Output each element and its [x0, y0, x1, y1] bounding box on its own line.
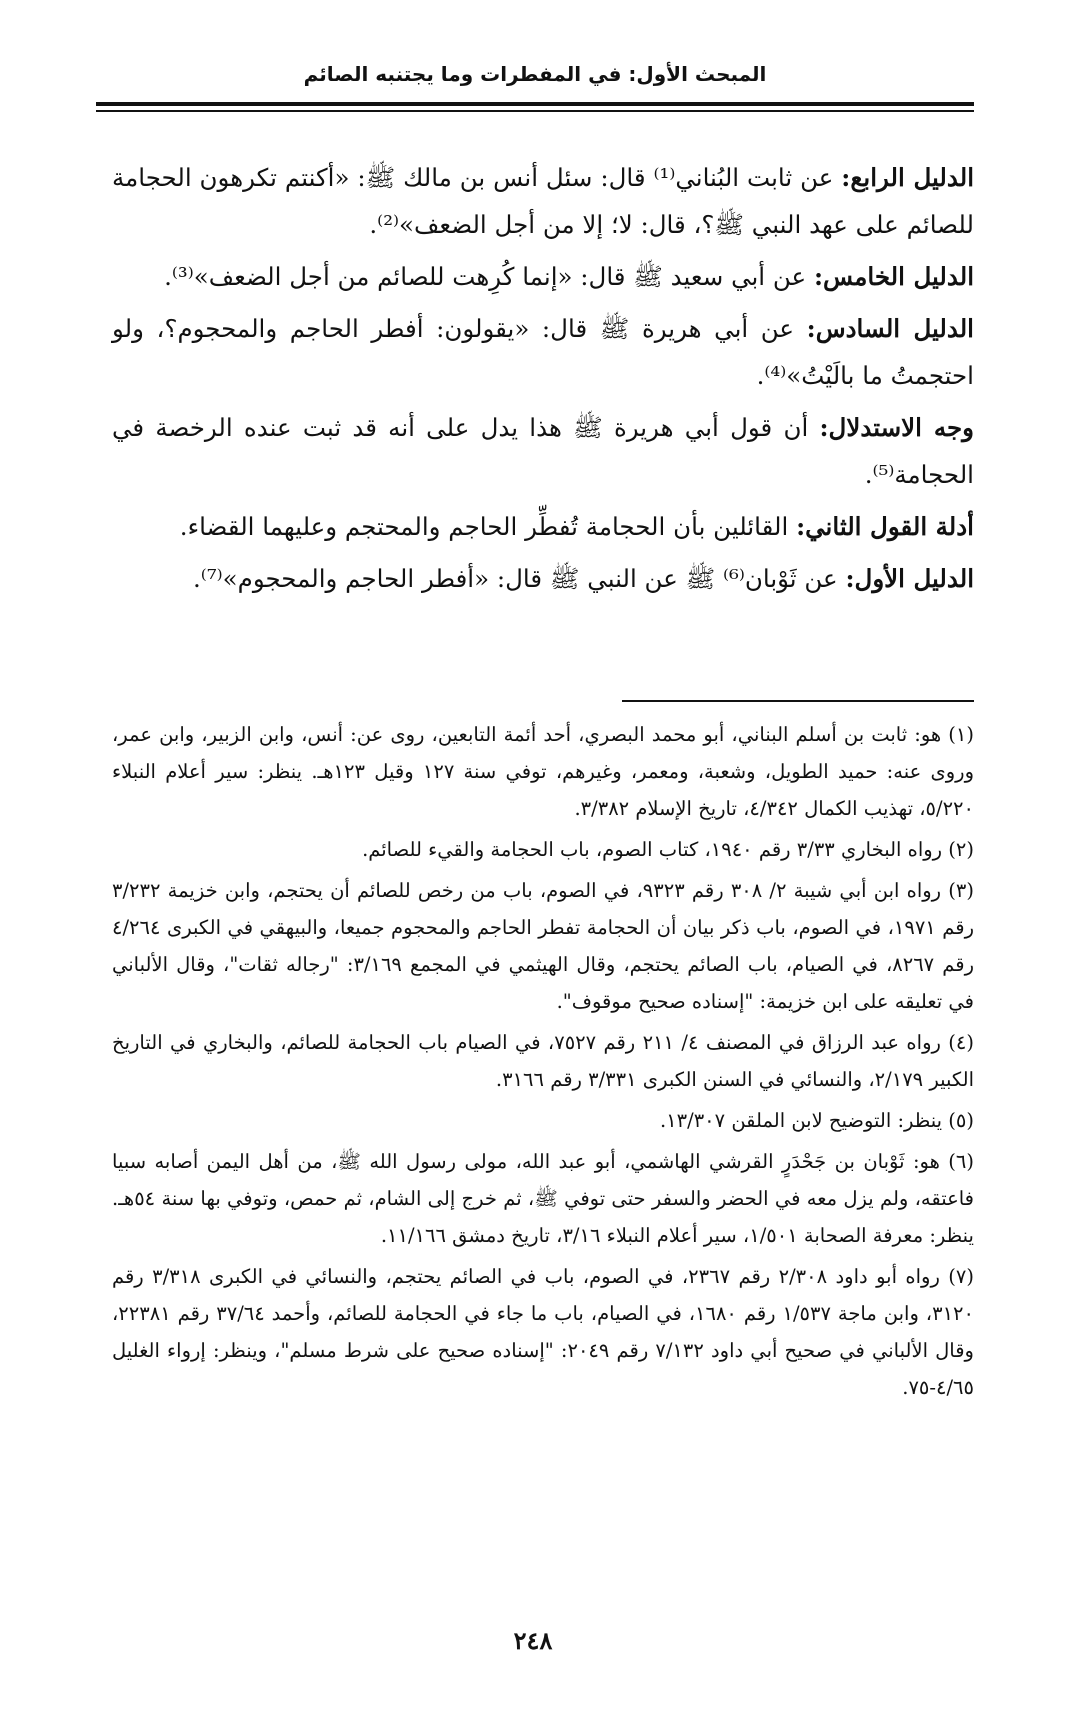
main-text: [112, 154, 974, 607]
paragraph-evidence-6: [112, 305, 974, 399]
footnote-6: (٦) هو: ثَوْبان بن جَحْدَرٍ القرشي الهاشمي، أبو عبد الله، مولى رسول الله ﷺ، من أهل اليمن أصابه سبيا فاعتقه، ولم يزل معه في الحضر والسفر حتى توفي ﷺ، ثم خرج إلى الشام، ثم حمص، وتوفي بها سنة ٥٤هـ. ينظر: معرفة الصحابة ١/٥٠١، سير أعلام النبلاء ٣/١٦، تاريخ دمشق ١١/١٦٦.: [112, 1150, 974, 1247]
paragraph-term: الدليل الخامس:: [813, 262, 974, 291]
paragraph-term: الدليل الأول:: [845, 564, 974, 593]
paragraph-text: عن أبي سعيد ﷺ قال: «إنما كُرِهت للصائم من أجل الضعف»⁽³⁾.: [164, 262, 814, 291]
paragraph-text: أن قول أبي هريرة ﷺ هذا يدل على أنه قد ثبت عنده الرخصة في الحجامة⁽⁵⁾.: [112, 413, 974, 489]
paragraph-term: الدليل السادس:: [806, 314, 974, 343]
paragraph-term: وجه الاستدلال:: [819, 413, 974, 442]
paragraph-text: عن أبي هريرة ﷺ قال: «يقولون: أفطر الحاجم والمحجوم؟، ولو احتجمتُ ما بالَيْتُ»⁽⁴⁾.: [112, 314, 974, 390]
footnotes: [112, 716, 974, 1410]
paragraph-evidence-4: [112, 154, 974, 248]
paragraph-text: القائلين بأن الحجامة تُفطِّر الحاجم والمحتجم وعليهما القضاء.: [179, 512, 797, 541]
paragraph-text: عن ثَوْبان⁽⁶⁾ ﷺ عن النبي ﷺ قال: «أفطر الحاجم والمحجوم»⁽⁷⁾.: [193, 564, 846, 593]
footnote-5: (٥) ينظر: التوضيح لابن الملقن ١٣/٣٠٧.: [659, 1109, 974, 1132]
paragraph-term: الدليل الرابع:: [841, 163, 975, 192]
footnote-4: (٤) رواه عبد الرزاق في المصنف ٤/ ٢١١ رقم ٧٥٢٧، في الصيام باب الحجامة للصائم، والبخاري في التاريخ الكبير ٢/١٧٩، والنسائي في السنن الكبرى ٣/٣٣١ رقم ٣١٦٦.: [112, 1031, 974, 1091]
footnote-7: (٧) رواه أبو داود ٢/٣٠٨ رقم ٢٣٦٧، في الصوم، باب في الصائم يحتجم، والنسائي في الكبرى ٣/٣١٨ رقم ٣١٢٠، وابن ماجة ١/٥٣٧ رقم ١٦٨٠، في الصيام، باب ما جاء في الحجامة للصائم، وأحمد ٣٧/٦٤ رقم ٢٢٣٨١، وقال الألباني في صحيح أبي داود ٧/١٣٢ رقم ٢٠٤٩: "إسناده صحيح على شرط مسلم"، وينظر: إرواء الغليل ٤/٦٥-٧٥.: [112, 1265, 974, 1399]
paragraph-inference: [112, 404, 974, 498]
paragraph-text: عن ثابت البُناني⁽¹⁾ قال: سئل أنس بن مالك ﷺ: «أكنتم تكرهون الحجامة للصائم على عهد النبي ﷺ؟، قال: لا؛ إلا من أجل الضعف»⁽²⁾.: [112, 163, 974, 239]
paragraph-evidence-5: [112, 253, 974, 300]
header-rule-thin: [96, 110, 974, 112]
paragraph-term: أدلة القول الثاني:: [796, 512, 974, 541]
paragraph-evidence-1: [112, 555, 974, 602]
footnote-3: (٣) رواه ابن أبي شيبة ٢/ ٣٠٨ رقم ٩٣٢٣، في الصوم، باب من رخص للصائم أن يحتجم، وابن خزيمة ٣/٢٣٢ رقم ١٩٧١، في الصوم، باب ذكر بيان أن الحجامة تفطر الحاجم والمحجوم جميعا، والبيهقي في الكبرى ٤/٢٦٤ رقم ٨٢٦٧، في الصيام، باب الصائم يحتجم، وقال الهيثمي في المجمع ٣/١٦٩: "رجاله ثقات"، وقال الألباني في تعليقه على ابن خزيمة: "إسناده صحيح موقوف".: [112, 879, 974, 1013]
paragraph-second-opinion: [112, 503, 974, 550]
footnote-1: (١) هو: ثابت بن أسلم البناني، أبو محمد البصري، أحد أئمة التابعين، روى عن: أنس، وابن الزبير، وابن عمر، وروى عنه: حميد الطويل، وشعبة، ومعمر، وغيرهم، توفي سنة ١٢٧ وقيل ١٢٣هـ. ينظر: سير أعلام النبلاء ٥/٢٢٠، تهذيب الكمال ٤/٣٤٢، تاريخ الإسلام ٣/٣٨٢.: [112, 723, 974, 820]
header-rule-thick: [96, 102, 974, 106]
footnote-separator: [622, 700, 974, 702]
footnote-2: (٢) رواه البخاري ٣/٣٣ رقم ١٩٤٠، كتاب الصوم، باب الحجامة والقيء للصائم.: [362, 838, 974, 861]
running-header: المبحث الأول: في المفطرات وما يجتنبه الصائم: [303, 62, 767, 86]
page-number: ٢٤٨: [513, 1626, 553, 1655]
